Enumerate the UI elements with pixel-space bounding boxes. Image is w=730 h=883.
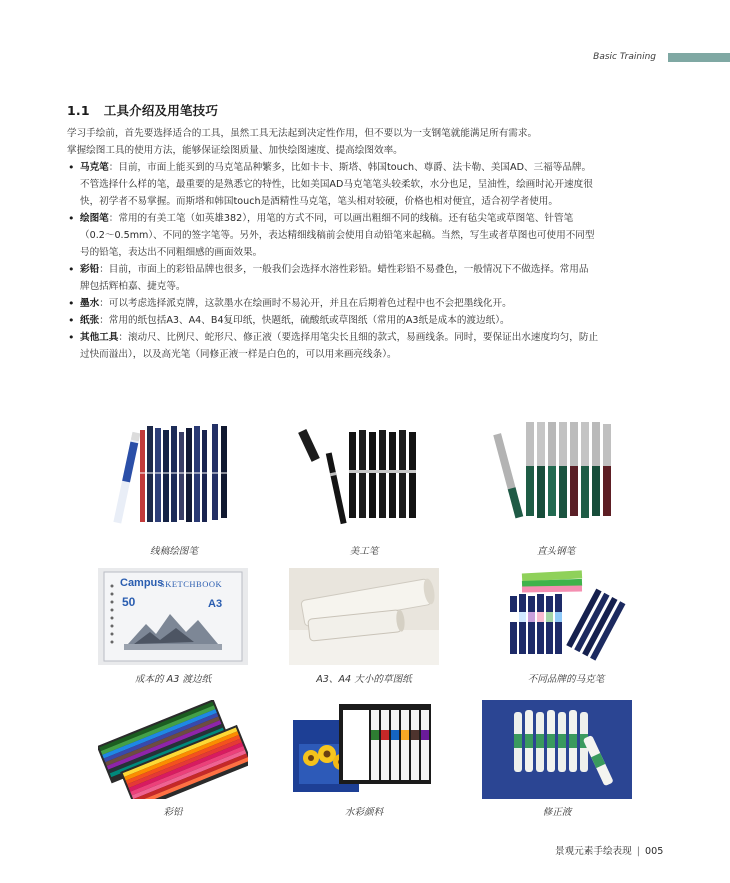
- sketchbook-count: 50: [122, 595, 136, 609]
- photo-sketch-paper: [289, 568, 439, 665]
- tool-list: [67, 159, 667, 363]
- photo-watercolor-paints: [289, 700, 439, 799]
- list-item-paper: [67, 312, 667, 329]
- caption-fountain-pens: 直头钢笔: [536, 546, 576, 557]
- term-ink: 墨水: [80, 298, 100, 309]
- sketchbook-product: SKETCHBOOK: [160, 579, 223, 589]
- caption-art-pens: 美工笔: [349, 546, 379, 557]
- photo-markers: [500, 568, 632, 665]
- list-text: ：滚动尺、比例尺、蛇形尺、修正液（要选择用笔尖长且细的款式，易画线条。同时，要保证出水速度均匀，防止: [118, 332, 599, 343]
- term-color-pencil: 彩铅: [80, 264, 100, 275]
- header-accent-bar: [668, 53, 730, 62]
- photo-sketchbook: [98, 568, 248, 665]
- list-text: ：目前，市面上能买到的马克笔品种繁多，比如卡卡、斯塔、韩国touch、尊爵、法卡勒、美国AD、三福等品牌。: [108, 162, 592, 173]
- list-text: 快，初学者不易掌握。而斯塔和韩国touch是酒精性马克笔，笔头相对较硬，价格也相对便宜，适合初学者使用。: [80, 196, 558, 207]
- running-header: Basic Training: [593, 52, 656, 62]
- caption-sketchbook: 成本的 A3 渡边纸: [134, 674, 212, 685]
- photo-drawing-pens: [100, 412, 248, 538]
- list-item-drawing-pen: [67, 210, 667, 261]
- list-text: 过快而溢出），以及高光笔（同修正液一样是白色的，可以用来画亮线条）。: [80, 349, 397, 360]
- section-title: [67, 101, 218, 119]
- list-item-color-pencil: [67, 261, 667, 295]
- caption-correction-fluid: 修正液: [542, 807, 572, 818]
- photo-art-pens: [293, 412, 435, 538]
- list-text: ：可以考虑选择派克牌，这款墨水在绘画时不易沁开，并且在后期着色过程中也不会把墨线化开。: [99, 298, 512, 309]
- section-number: 1.1: [67, 103, 90, 118]
- list-text: ：常用的纸包括A3、A4、B4复印纸，快题纸，硫酸纸或草图纸（常用的A3纸是成本的渡边纸）。: [99, 315, 510, 326]
- intro-line-1: 学习手绘前，首先要选择适合的工具，虽然工具无法起到决定性作用，但不要以为一支钢笔就能满足所有需求。: [67, 128, 538, 139]
- term-paper: 纸张: [80, 315, 100, 326]
- footer-separator: |: [636, 846, 640, 857]
- footer-book-title: 景观元素手绘表现: [555, 846, 632, 857]
- sketchbook-size: A3: [208, 598, 223, 610]
- term-marker: 马克笔: [80, 162, 109, 173]
- page-footer: [555, 843, 663, 857]
- list-text: 不管选择什么样的笔，最重要的是熟悉它的特性，比如美国AD马克笔笔头较柔软，水分也足，呈油性，绘画时沁开速度很: [80, 179, 593, 190]
- photo-fountain-pens: [482, 412, 632, 538]
- caption-color-pencils: 彩铅: [163, 807, 183, 818]
- list-text: ：常用的有美工笔（如英雄382），用笔的方式不同，可以画出粗细不同的线稿。还有毡尖笔或草图笔、针管笔: [108, 213, 574, 224]
- caption-drawing-pens: 线稿绘图笔: [150, 546, 198, 557]
- term-drawing-pen: 绘图笔: [80, 213, 109, 224]
- term-other-tools: 其他工具: [80, 332, 119, 343]
- list-item-other-tools: [67, 329, 667, 363]
- section-heading: 工具介绍及用笔技巧: [103, 103, 219, 118]
- intro-line-2: 掌握绘图工具的使用方法，能够保证绘图质量、加快绘图速度、提高绘图效率。: [67, 145, 403, 156]
- sketchbook-brand: Campus: [120, 577, 164, 589]
- list-item-ink: [67, 295, 667, 312]
- caption-markers: 不同品牌的马克笔: [527, 674, 605, 685]
- list-text: 牌包括辉柏嘉、捷克等。: [80, 281, 186, 292]
- list-item-marker: [67, 159, 667, 210]
- list-text: （0.2～0.5mm）、不同的签字笔等。另外，表达精细线稿前会使用自动铅笔来起稿。当然，写生或者草图也可使用不同型: [80, 230, 595, 241]
- page-number: 005: [644, 846, 664, 857]
- list-text: 号的铅笔，表达出不同粗细感的画面效果。: [80, 247, 263, 258]
- list-text: ：目前，市面上的彩铅品牌也很多，一般我们会选择水溶性彩铅。蜡性彩铅不易叠色，一般情况下不做选择。常用品: [99, 264, 589, 275]
- caption-watercolor-paints: 水彩颜料: [344, 807, 384, 818]
- photo-correction-fluid: [482, 700, 632, 799]
- photo-color-pencils: [98, 700, 248, 799]
- caption-sketch-paper: A3、A4 大小的草图纸: [316, 674, 412, 685]
